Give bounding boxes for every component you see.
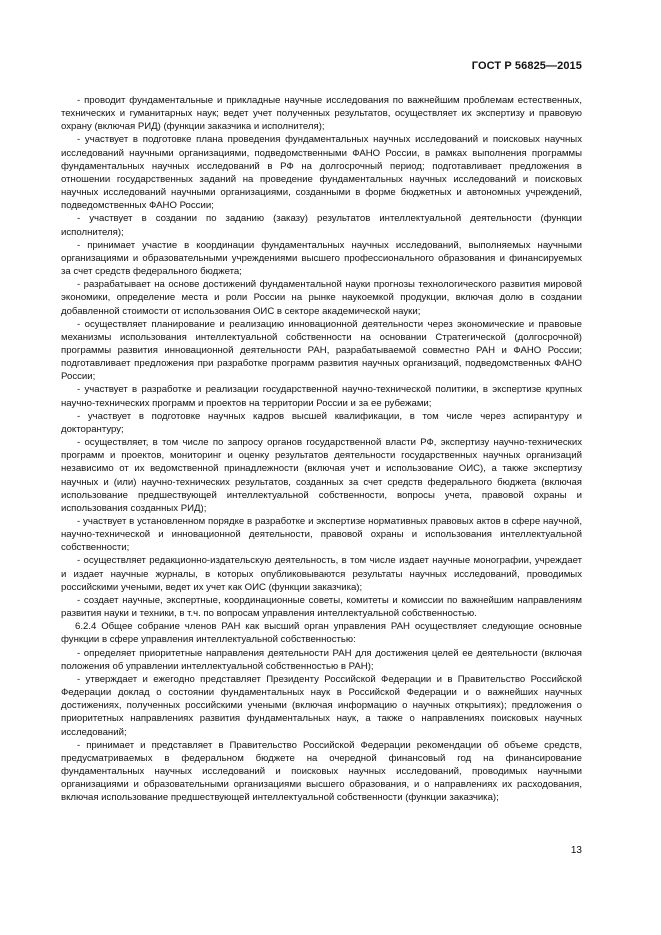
paragraph: - принимает участие в координации фундаментальных научных исследований, выполняемых научными организациями и образовательными учреждениями высшего профессионального образования и финансируемых за счет средств федерального бюджета; bbox=[61, 239, 582, 278]
paragraph: - принимает и представляет в Правительство Российской Федерации рекомендации об объеме средств, предусматриваемых в федеральном бюджете на очередной финансовый год на финансирование фундаментальных научных исследований и поисковых научных исследований, проводимых научными организациями и образовательными организациями высшего образования, и о направлениях их расходования, включая использование предшествующей интеллектуальной собственности (функции заказчика); bbox=[61, 739, 582, 804]
paragraph: - участвует в разработке и реализации государственной научно-технической политики, в экспертизе крупных научно-технических программ и проектов на территории России и за ее рубежами; bbox=[61, 384, 582, 409]
paragraph: - осуществляет, в том числе по запросу органов государственной власти РФ, экспертизу научно-технических программ и проектов, мониторинг и оценку результатов деятельности государственных научных организаций независимо от их ведомственной принадлежности (включая учет и использование ОИС), а также экспертизу научных и (или) научно-технических результатов, созданных за счет средств федерального бюджета (включая использование предшествующей интеллектуальной собственности, вопросы учета, правовой охраны и использования созданных РИД); bbox=[61, 437, 582, 514]
paragraph: - участвует в подготовке научных кадров высшей квалификации, в том числе через аспирантуру и докторантуру; bbox=[61, 410, 582, 435]
paragraph: - участвует в подготовке плана проведения фундаментальных научных исследований и поисковых научных исследований научными организациями, подведомственными ФАНО России, в рамках выполнения программы фундаментальных научных исследований в РФ на долгосрочный период; подготавливает предложения в отношении государственных заданий на проведение фундаментальных научных исследований и поисковых научных исследований научными организациями, созданными в форме бюджетных и автономных учреждений, подведомственных ФАНО России; bbox=[61, 134, 582, 212]
paragraph: - осуществляет планирование и реализацию инновационной деятельности через экономические и правовые механизмы использования интеллектуальной собственности на основании Стратегической (долгосрочной) программы развития инновационной деятельности РАН, разрабатываемой совместно РАН и ФАНО России; подготавливает предложения при разработке программ развития научных организаций, подведомственных ФАНО России; bbox=[61, 318, 582, 383]
paragraph: - участвует в создании по заданию (заказу) результатов интеллектуальной деятельности (функции исполнителя); bbox=[61, 213, 582, 238]
paragraph: - утверждает и ежегодно представляет Президенту Российской Федерации и в Правительство Российской Федерации доклад о состоянии фундаментальных наук в Российской Федерации и о важнейших научных достижениях, полученных российскими учеными (включая информацию о научных открытиях); предложения о приоритетных направлениях развития фундаментальных наук, а также о направлениях поисковых научных исследований; bbox=[61, 673, 582, 738]
document-body bbox=[61, 94, 582, 804]
paragraph: - определяет приоритетные направления деятельности РАН для достижения целей ее деятельности (включая положения об управлении интеллектуальной собственностью в РАН); bbox=[61, 647, 582, 672]
paragraph: - проводит фундаментальные и прикладные научные исследования по важнейшим проблемам естественных, технических и гуманитарных наук; ведет учет полученных результатов, осуществляет их экспертизу и правовую охрану (включая РИД) (функции заказчика и исполнителя); bbox=[61, 95, 582, 133]
paragraph: - разрабатывает на основе достижений фундаментальной науки прогнозы технологического развития мировой экономики, определение места и роли России на рынке наукоемкой продукции, включая долю в создании добавленной стоимости от использования ОИС в секторе академической науки; bbox=[61, 279, 582, 317]
standard-header: ГОСТ Р 56825—2015 bbox=[471, 60, 582, 72]
paragraph: - осуществляет редакционно-издательскую деятельность, в том числе издает научные монографии, учреждает и издает научные журналы, в которых опубликовываются результаты научных исследований, проводимых российскими учеными, ведет их учет как ОИС (функции заказчика); bbox=[61, 555, 582, 593]
page-number: 13 bbox=[570, 845, 582, 856]
paragraph: - создает научные, экспертные, координационные советы, комитеты и комиссии по важнейшим направлениям развития науки и техники, в т.ч. по вопросам управления интеллектуальной собственностью. bbox=[61, 594, 582, 620]
paragraph: - участвует в установленном порядке в разработке и экспертизе нормативных правовых актов в сфере научной, научно-технической и инновационной деятельности, правовой охраны и использования интеллектуальной собственности; bbox=[61, 516, 582, 554]
section-paragraph: 6.2.4 Общее собрание членов РАН как высший орган управления РАН осуществляет следующие основные функции в сфере управления интеллектуальной собственностью: bbox=[61, 621, 582, 646]
